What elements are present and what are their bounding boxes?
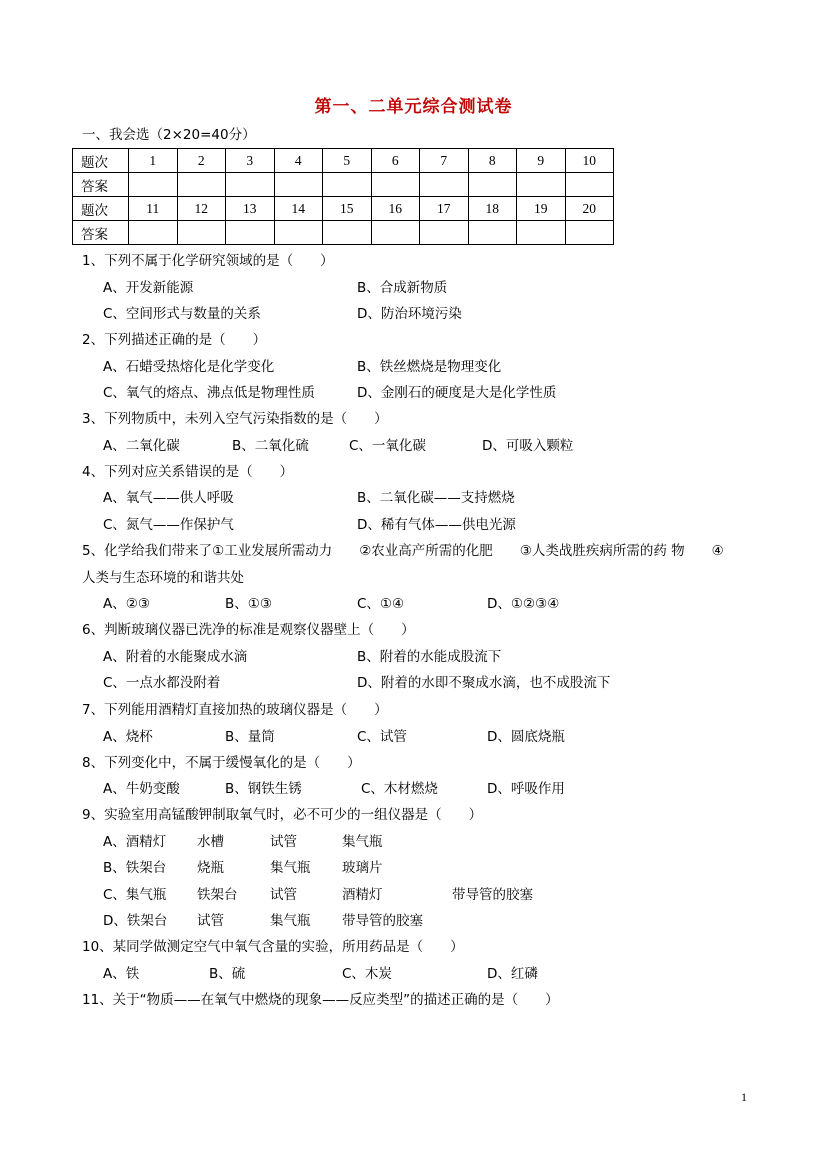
question-number: 11 [129, 197, 178, 221]
question-9-item: 铁架台 [197, 887, 238, 903]
question-number: 5 [323, 149, 372, 173]
answer-cell[interactable] [468, 173, 517, 197]
question-9-item: 集气瓶 [270, 860, 311, 876]
question-5-option-d: D、①②③④ [487, 596, 560, 612]
question-4-option-d: D、稀有气体——供电光源 [357, 517, 516, 533]
question-number: 9 [517, 149, 566, 173]
question-8-option-a: A、牛奶变酸 [103, 781, 180, 797]
answer-cell[interactable] [371, 221, 420, 245]
answer-cell[interactable] [517, 173, 566, 197]
question-10-option-d: D、红磷 [487, 966, 538, 982]
question-2-stem: 2、下列描述正确的是（ ） [82, 332, 267, 348]
section-heading: 一、我会选（2×20=40分） [82, 127, 256, 143]
question-number: 13 [226, 197, 275, 221]
question-8-stem: 8、下列变化中，不属于缓慢氧化的是（ ） [82, 755, 361, 771]
question-number: 14 [274, 197, 323, 221]
question-number: 20 [565, 197, 614, 221]
question-1-option-d: D、防治环境污染 [357, 306, 462, 322]
question-1-option-a: A、开发新能源 [103, 280, 194, 296]
question-3-stem: 3、下列物质中，未列入空气污染指数的是（ ） [82, 411, 388, 427]
question-9-item: 水槽 [197, 834, 224, 850]
question-1-option-c: C、空间形式与数量的关系 [103, 306, 261, 322]
question-6-option-d: D、附着的水即不聚成水滴，也不成股流下 [357, 675, 611, 691]
row-label: 题次 [73, 197, 129, 221]
question-3-option-c: C、一氧化碳 [349, 438, 426, 454]
question-number: 1 [129, 149, 178, 173]
question-6-option-a: A、附着的水能聚成水滴 [103, 649, 248, 665]
question-number: 15 [323, 197, 372, 221]
question-11-stem: 11、关于“物质——在氧气中燃烧的现象——反应类型”的描述正确的是（ ） [82, 992, 559, 1008]
answer-cell[interactable] [177, 221, 226, 245]
row-label: 题次 [73, 149, 129, 173]
table-row [73, 149, 614, 173]
answer-cell[interactable] [565, 221, 614, 245]
answer-cell[interactable] [565, 173, 614, 197]
question-2-option-d: D、金刚石的硬度是大是化学性质 [357, 385, 557, 401]
question-9-item: 玻璃片 [342, 860, 383, 876]
answer-cell[interactable] [274, 173, 323, 197]
question-6-stem: 6、判断玻璃仪器已洗净的标准是观察仪器壁上（ ） [82, 622, 415, 638]
question-9-item: 试管 [270, 887, 297, 903]
answer-cell[interactable] [177, 173, 226, 197]
question-number: 19 [517, 197, 566, 221]
question-4-option-a: A、氧气——供人呼吸 [103, 490, 234, 506]
question-number: 4 [274, 149, 323, 173]
question-2-option-b: B、铁丝燃烧是物理变化 [357, 359, 502, 375]
question-9-item: 集气瓶 [270, 913, 311, 929]
question-9-option-a: A、酒精灯 [103, 834, 167, 850]
question-9-item: 烧瓶 [197, 860, 224, 876]
question-3-option-a: A、二氧化碳 [103, 438, 180, 454]
question-10-option-b: B、硫 [209, 966, 246, 982]
question-9-item: 试管 [270, 834, 297, 850]
answer-cell[interactable] [420, 173, 469, 197]
page-number: 1 [741, 1090, 747, 1104]
answer-cell[interactable] [274, 221, 323, 245]
question-5-stem: 5、化学给我们带来了①工业发展所需动力 ②农业高产所需的化肥 ③人类战胜疾病所需的药 物 ④ [82, 543, 724, 559]
question-number: 10 [565, 149, 614, 173]
question-number: 8 [468, 149, 517, 173]
question-9-item: 带导管的胶塞 [342, 913, 423, 929]
question-5-stem-continued: 人类与生态环境的和谐共处 [82, 570, 244, 586]
question-7-option-a: A、烧杯 [103, 729, 153, 745]
question-5-option-a: A、②③ [103, 596, 150, 612]
question-number: 2 [177, 149, 226, 173]
question-5-option-b: B、①③ [225, 596, 272, 612]
question-7-option-b: B、量筒 [225, 729, 275, 745]
question-10-option-a: A、铁 [103, 966, 140, 982]
question-5-option-c: C、①④ [357, 596, 405, 612]
question-4-option-b: B、二氧化碳——支持燃烧 [357, 490, 515, 506]
answer-cell[interactable] [129, 173, 178, 197]
answer-cell[interactable] [420, 221, 469, 245]
question-3-option-b: B、二氧化硫 [232, 438, 309, 454]
question-9-option-c: C、集气瓶 [103, 887, 167, 903]
question-10-option-c: C、木炭 [342, 966, 392, 982]
question-1-option-b: B、合成新物质 [357, 280, 448, 296]
page-title: 第一、二单元综合测试卷 [314, 97, 513, 117]
question-number: 18 [468, 197, 517, 221]
answer-cell[interactable] [323, 221, 372, 245]
question-2-option-a: A、石蜡受热熔化是化学变化 [103, 359, 275, 375]
answer-cell[interactable] [371, 173, 420, 197]
question-7-option-c: C、试管 [357, 729, 407, 745]
answer-table [72, 148, 614, 245]
question-9-item: 试管 [197, 913, 224, 929]
table-row [73, 221, 614, 245]
question-number: 3 [226, 149, 275, 173]
question-4-stem: 4、下列对应关系错误的是（ ） [82, 464, 294, 480]
question-number: 7 [420, 149, 469, 173]
question-2-option-c: C、氧气的熔点、沸点低是物理性质 [103, 385, 315, 401]
question-number: 12 [177, 197, 226, 221]
answer-cell[interactable] [129, 221, 178, 245]
row-label: 答案 [73, 173, 129, 197]
question-9-option-d: D、铁架台 [103, 913, 168, 929]
row-label: 答案 [73, 221, 129, 245]
question-number: 6 [371, 149, 420, 173]
question-6-option-c: C、一点水都没附着 [103, 675, 221, 691]
answer-cell[interactable] [468, 221, 517, 245]
question-7-stem: 7、下列能用酒精灯直接加热的玻璃仪器是（ ） [82, 702, 388, 718]
question-1-stem: 1、下列不属于化学研究领域的是（ ） [82, 253, 334, 269]
table-row [73, 173, 614, 197]
answer-cell[interactable] [226, 173, 275, 197]
answer-cell[interactable] [517, 221, 566, 245]
question-9-item: 集气瓶 [342, 834, 383, 850]
question-7-option-d: D、圆底烧瓶 [487, 729, 565, 745]
question-6-option-b: B、附着的水能成股流下 [357, 649, 502, 665]
question-9-item: 酒精灯 [342, 887, 383, 903]
answer-cell[interactable] [323, 173, 372, 197]
question-number: 17 [420, 197, 469, 221]
question-10-stem: 10、某同学做测定空气中氧气含量的实验，所用药品是（ ） [82, 939, 464, 955]
question-8-option-d: D、呼吸作用 [487, 781, 565, 797]
question-9-stem: 9、实验室用高锰酸钾制取氧气时，必不可少的一组仪器是（ ） [82, 807, 483, 823]
table-row [73, 197, 614, 221]
question-9-item: 带导管的胶塞 [452, 887, 533, 903]
question-8-option-c: C、木材燃烧 [361, 781, 438, 797]
question-3-option-d: D、可吸入颗粒 [482, 438, 574, 454]
question-4-option-c: C、氮气——作保护气 [103, 517, 234, 533]
question-8-option-b: B、钢铁生锈 [225, 781, 302, 797]
answer-cell[interactable] [226, 221, 275, 245]
question-number: 16 [371, 197, 420, 221]
question-9-option-b: B、铁架台 [103, 860, 167, 876]
